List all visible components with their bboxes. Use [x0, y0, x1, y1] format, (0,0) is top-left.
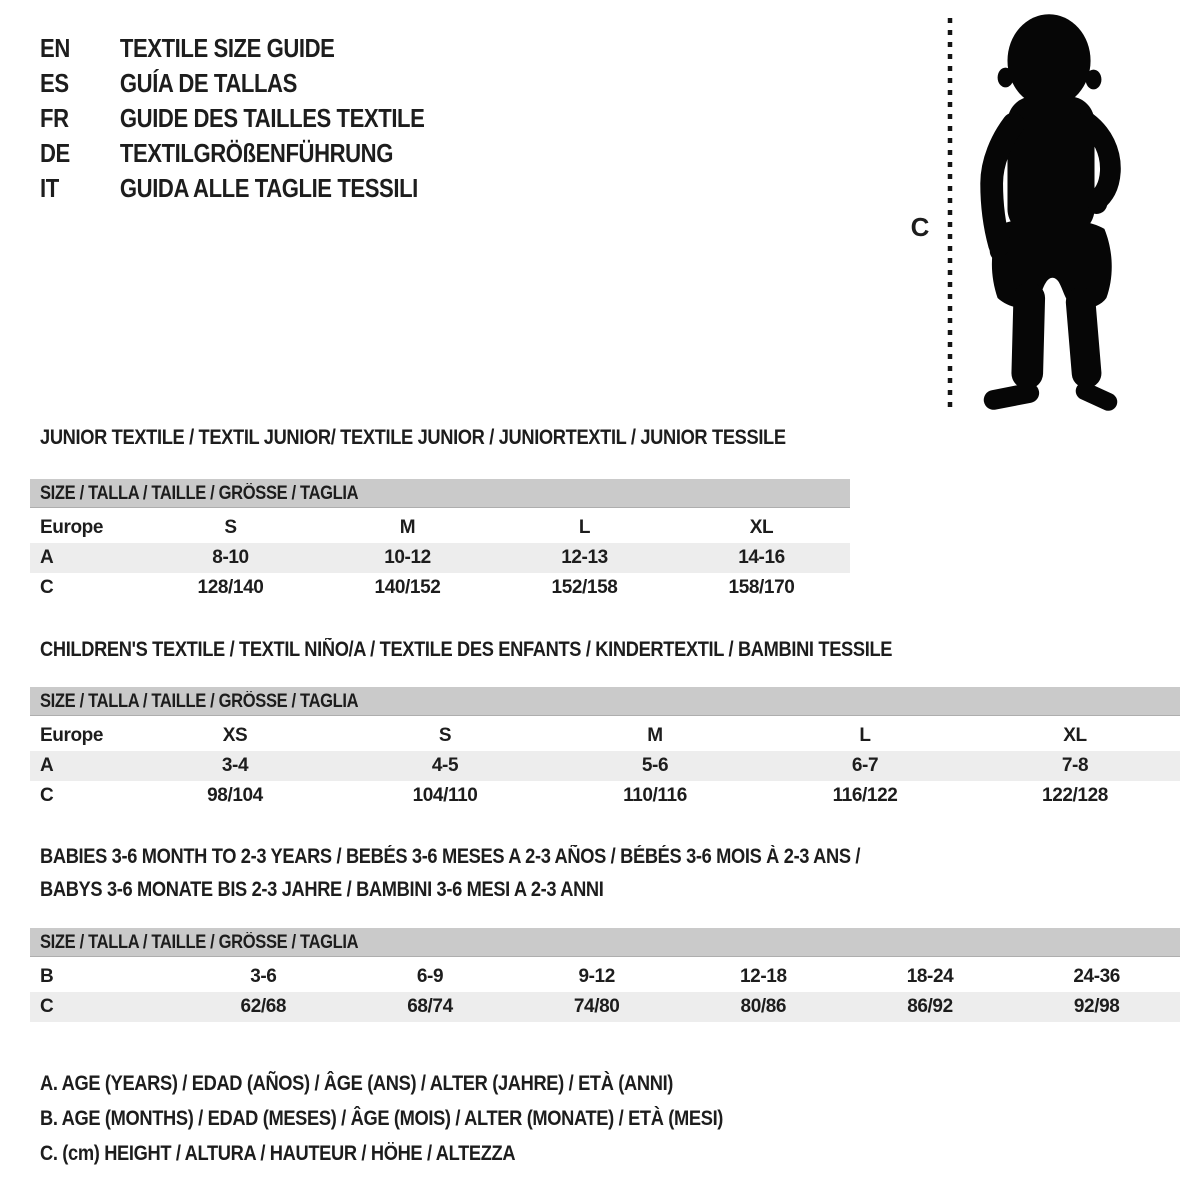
footnote-b-text: B. AGE (MONTHS) / EDAD (MESES) / ÂGE (MOIS) / ALTER (MONATE) / ETÀ (MESI): [40, 1107, 724, 1130]
toddler-silhouette-icon: [962, 10, 1140, 423]
babies-section-heading-line2: [40, 878, 688, 902]
table-cell: 140/152: [374, 577, 441, 598]
footnote-a-text: A. AGE (YEARS) / EDAD (AÑOS) / ÂGE (ANS) / ALTER (JAHRE) / ETÀ (ANNI): [40, 1072, 674, 1095]
row-label: A: [40, 547, 54, 568]
junior-size-table: [30, 479, 850, 603]
table-cell: 5-6: [641, 755, 669, 776]
table-cell: 86/92: [907, 996, 953, 1017]
language-list: [40, 31, 492, 206]
table-cell: XL: [1063, 725, 1087, 746]
table-cell: 110/116: [623, 785, 687, 806]
junior-heading-text: JUNIOR TEXTILE / TEXTIL JUNIOR/ TEXTILE JUNIOR / JUNIORTEXTIL / JUNIOR TESSILE: [40, 426, 786, 449]
table-cell: L: [859, 725, 871, 746]
size-header-text: SIZE / TALLA / TAILLE / GRÖSSE / TAGLIA: [40, 932, 359, 953]
size-header-text: SIZE / TALLA / TAILLE / GRÖSSE / TAGLIA: [40, 483, 359, 504]
table-row: [30, 721, 1180, 751]
table-cell: 104/110: [412, 785, 478, 806]
table-cell: 7-8: [1061, 755, 1089, 776]
language-code: IT: [40, 173, 59, 203]
language-code: FR: [40, 103, 69, 133]
table-cell: 12-13: [561, 547, 608, 568]
table-cell: 80/86: [740, 996, 787, 1017]
row-label: C: [40, 785, 54, 806]
table-cell: 122/128: [1042, 785, 1108, 806]
footnote-a: [40, 1066, 825, 1101]
table-cell: 18-24: [906, 966, 954, 987]
babies-size-table: [30, 928, 1180, 1022]
language-title: GUIDE DES TAILLES TEXTILE: [119, 103, 425, 133]
size-header-text: SIZE / TALLA / TAILLE / GRÖSSE / TAGLIA: [40, 691, 359, 712]
junior-table-rows: [30, 513, 850, 603]
footnote-c-text: C. (cm) HEIGHT / ALTURA / HAUTEUR / HÖHE / ALTEZZA: [40, 1142, 516, 1165]
table-cell: XL: [749, 517, 774, 538]
babies-table-rows: [30, 962, 1180, 1022]
footnote-b: [40, 1101, 825, 1136]
language-title: GUÍA DE TALLAS: [119, 68, 297, 98]
measure-label-c: C: [910, 212, 930, 242]
table-cell: 12-18: [740, 966, 787, 987]
table-row: [30, 543, 850, 573]
children-table-rows: [30, 721, 1180, 811]
table-cell: 3-4: [221, 755, 249, 776]
table-cell: 116/122: [832, 785, 898, 806]
table-cell: L: [578, 517, 591, 538]
footnotes: [40, 1066, 825, 1171]
table-cell: 128/140: [197, 577, 264, 598]
row-label: Europe: [40, 517, 104, 538]
row-label: C: [40, 577, 54, 598]
language-title: TEXTILGRÖßENFÜHRUNG: [119, 138, 393, 168]
table-cell: S: [438, 725, 452, 746]
language-code: ES: [40, 68, 69, 98]
language-row: [40, 31, 424, 66]
babies-table-header: [30, 928, 1180, 957]
children-section-heading: [40, 638, 1019, 662]
language-row: [40, 101, 424, 136]
table-cell: 6-9: [416, 966, 444, 987]
language-row: [40, 171, 424, 206]
junior-section-heading: [40, 426, 897, 450]
language-title: TEXTILE SIZE GUIDE: [119, 33, 335, 63]
babies-heading-text-line1: BABIES 3-6 MONTH TO 2-3 YEARS / BEBÉS 3-6 MESES A 2-3 AÑOS / BÉBÉS 3-6 MOIS À 2-3 ANS /: [40, 845, 861, 868]
children-heading-text: CHILDREN'S TEXTILE / TEXTIL NIÑO/A / TEXTILE DES ENFANTS / KINDERTEXTIL / BAMBINI TESSILE: [40, 638, 893, 661]
table-cell: 4-5: [431, 755, 459, 776]
language-code: EN: [40, 33, 70, 63]
table-cell: 152/158: [551, 577, 618, 598]
table-cell: 10-12: [384, 547, 431, 568]
babies-section-heading-line1: [40, 845, 983, 869]
table-cell: 3-6: [250, 966, 277, 987]
table-cell: 8-10: [212, 547, 249, 568]
table-cell: 6-7: [851, 755, 879, 776]
table-cell: S: [224, 517, 237, 538]
table-cell: 74/80: [573, 996, 620, 1017]
language-row: [40, 66, 424, 101]
table-cell: 14-16: [738, 547, 785, 568]
table-cell: 24-36: [1073, 966, 1120, 987]
children-table-header: [30, 687, 1180, 716]
table-row: [30, 513, 850, 543]
table-row: [30, 573, 850, 603]
babies-heading-text-line2: BABYS 3-6 MONATE BIS 2-3 JAHRE / BAMBINI 3-6 MESI A 2-3 ANNI: [40, 878, 604, 901]
table-cell: XS: [222, 725, 248, 746]
table-row: [30, 751, 1180, 781]
row-label: C: [40, 996, 54, 1017]
table-cell: 62/68: [240, 996, 287, 1017]
table-cell: 9-12: [578, 966, 615, 987]
height-measure-dashed-line: [946, 16, 954, 421]
children-size-table: [30, 687, 1180, 811]
language-title: GUIDA ALLE TAGLIE TESSILI: [119, 173, 418, 203]
table-row: [30, 781, 1180, 811]
table-cell: 92/98: [1073, 996, 1120, 1017]
table-cell: M: [647, 725, 663, 746]
table-row: [30, 992, 1180, 1022]
language-row: [40, 136, 424, 171]
row-label: A: [40, 755, 54, 776]
row-label: Europe: [40, 725, 104, 746]
footnote-c: [40, 1136, 825, 1171]
table-cell: 158/170: [728, 577, 795, 598]
table-row: [30, 962, 1180, 992]
row-label: B: [40, 966, 54, 987]
table-cell: 68/74: [407, 996, 453, 1017]
table-cell: M: [399, 517, 416, 538]
language-code: DE: [40, 138, 70, 168]
table-cell: 98/104: [207, 785, 263, 806]
junior-table-header: [30, 479, 850, 508]
